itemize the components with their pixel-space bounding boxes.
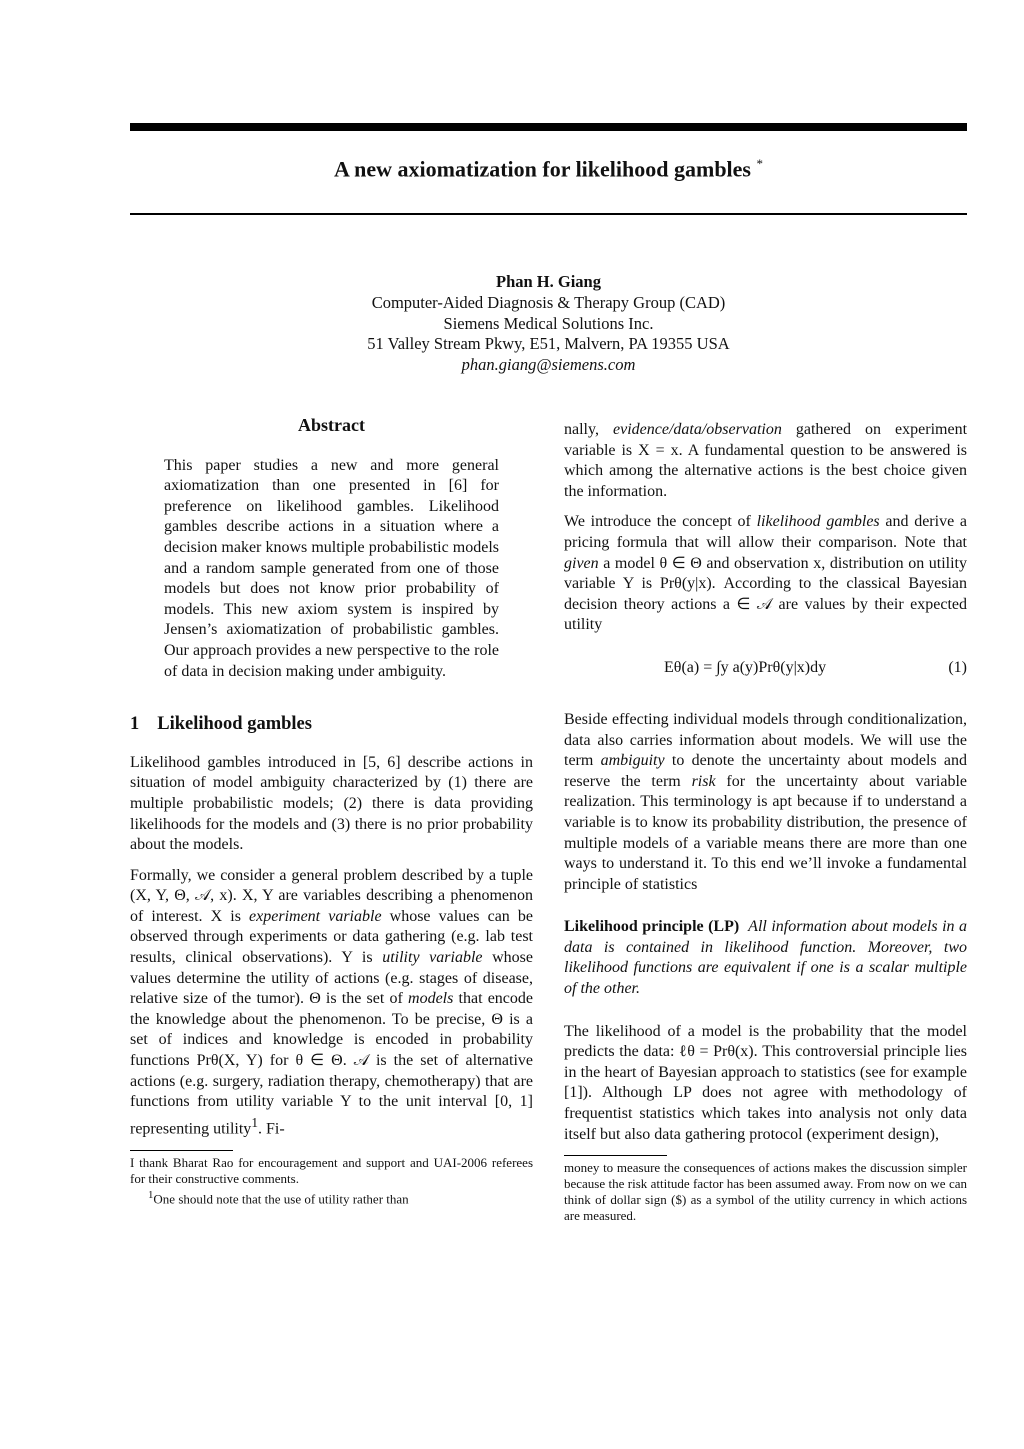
author-address: 51 Valley Stream Pkwy, E51, Malvern, PA 19355 USA <box>367 334 730 354</box>
term-given: given <box>564 554 599 572</box>
likelihood-principle-text: All information about models in a data is contained in likelihood function. Moreover, two likelihood functions are equivalent if one is a scalar multiple of the other. <box>564 918 968 998</box>
title-top-rule <box>130 123 967 131</box>
term-experiment-variable: experiment variable <box>249 907 382 925</box>
abstract-heading: Abstract <box>298 415 365 435</box>
text-run: that encode the knowledge about the phenomenon. To be precise, Θ is a set of indices and knowledge is encoded in probability functions Prθ(X, Y) for θ ∈ Θ. 𝒜 is the set of alternative actions (e.g. surgery, radiation therapy, chemotherapy) that are functions from utility variable Y to the unit interval [0, 1] representing utility <box>130 990 534 1138</box>
right-paragraph-4: The likelihood of a model is the probability that the model predicts the data: ℓθ = Prθ(x). This controversial principle lies in the heart of Bayesian approach to statistics (see for example [1]). Although LP does not agree with methodology of frequentist statistics which takes into analysis not only data itself but also data gathering protocol (experiment design), <box>564 1022 967 1143</box>
author-name: Phan H. Giang <box>496 272 601 291</box>
right-column <box>564 420 967 1224</box>
footnote-1-label: 1 <box>148 1188 154 1201</box>
text-run: whose values can be observed through experiments or data gathering (e.g. lab test results, clinical observations). Y is <box>130 907 533 967</box>
equation-1-expression: Eθ(a) = ∫y a(y)Prθ(y|x)dy <box>664 658 827 676</box>
text-run: a model θ ∈ Θ and observation x, distribution on utility variable Y is Prθ(y|x). According to the classical Bayesian decision theory actions a ∈ 𝒜 are values by their expected utility <box>564 554 967 634</box>
section-1-paragraph-1: Likelihood gambles introduced in [5, 6] describe actions in situation of model ambiguity characterized by (1) there are multiple probabilistic models; (2) there is data providing likelihoods for the models and (3) there is no prior probability about the models. <box>130 753 533 854</box>
section-1-number: 1 <box>130 714 140 735</box>
left-column <box>130 415 533 1207</box>
section-1-paragraph-2 <box>130 866 533 1140</box>
right-paragraph-2 <box>564 512 967 636</box>
text-run: to denote the uncertainty about models and reserve the term <box>564 752 967 790</box>
paper-title-text: A new axiomatization for likelihood gambles <box>334 156 751 182</box>
author-affiliation-2: Siemens Medical Solutions Inc. <box>443 313 654 333</box>
text-run: . Fi- <box>257 1120 285 1138</box>
text-run: gathered on experiment variable is X = x. A fundamental question to be answered is which among the alternative actions is the best choice given the information. <box>564 421 968 500</box>
author-email[interactable]: phan.giang@siemens.com <box>461 355 636 375</box>
equation-1-number: (1) <box>948 658 967 676</box>
term-ambiguity: ambiguity <box>600 752 665 770</box>
text-run: nally, <box>564 421 613 438</box>
footnote-1 <box>130 1187 533 1207</box>
title-bottom-rule <box>130 213 967 215</box>
text-run: We introduce the concept of <box>564 513 757 531</box>
term-utility-variable: utility variable <box>382 949 483 967</box>
text-run: Formally, we consider a general problem described by a tuple (X, Y, Θ, 𝒜, x). X, Y are variables describing a phenomenon of interest. X is <box>130 866 533 925</box>
likelihood-principle-heading: Likelihood principle (LP) <box>564 918 740 936</box>
text-run: and derive a pricing formula that will allow their comparison. Note that <box>564 513 968 551</box>
section-1-heading <box>130 714 533 735</box>
title-footnote-mark: * <box>756 156 763 171</box>
footnote-rule <box>130 1150 233 1151</box>
author-affiliation-1: Computer-Aided Diagnosis & Therapy Group (CAD) <box>371 292 726 312</box>
footnote-acknowledgement: I thank Bharat Rao for encouragement and support and UAI-2006 referees for their constructive comments. <box>130 1154 533 1186</box>
text-run: for the uncertainty about variable realization. This terminology is apt because if to understand a variable is to know its probability distribution, the presence of multiple models of a variable means there are more than one ways to understand it. To this end we’ll invoke a fundamental principle of statistics <box>564 772 967 893</box>
footnote-rule-right <box>564 1155 667 1156</box>
abstract-text: This paper studies a new and more general axiomatization than one presented in [6] for preference on likelihood gambles. Likelihood gambles describe actions in a situation where a decision maker knows multiple probabilistic models and a random sample generated from one of those models but does not know prior probability of models. This new axiom system is inspired by Jensen’s axiomatization of probabilistic gambles. Our approach provides a new perspective to the role of data in decision making under ambiguity. <box>164 456 499 680</box>
text-run: Beside effecting individual models through conditionalization, data also carries information about models. We will use the term <box>564 710 967 770</box>
footnote-1-text: One should note that the use of utility rather than <box>153 1191 409 1207</box>
text-run: whose values determine the utility of actions (e.g. stages of disease, relative size of the tumor). Θ is the set of <box>130 949 534 1008</box>
term-evidence: evidence/data/observation <box>613 421 782 438</box>
likelihood-principle <box>564 917 967 999</box>
footnote-1-mark[interactable]: 1 <box>251 1114 258 1130</box>
term-likelihood-gambles: likelihood gambles <box>756 513 880 531</box>
term-risk: risk <box>691 772 716 790</box>
paper-title <box>130 156 967 182</box>
section-1-title: Likelihood gambles <box>157 714 312 735</box>
equation-1 <box>564 648 967 696</box>
right-paragraph-3 <box>564 710 967 895</box>
right-paragraph-1 <box>564 420 967 502</box>
term-models: models <box>408 990 454 1008</box>
author-block <box>130 272 967 376</box>
footnote-1-continued: money to measure the consequences of actions makes the discussion simpler because the risk attitude factor has been assumed away. From now on we can think of dollar sign ($) as a symbol of the utility currency in which actions are measured. <box>564 1160 967 1224</box>
